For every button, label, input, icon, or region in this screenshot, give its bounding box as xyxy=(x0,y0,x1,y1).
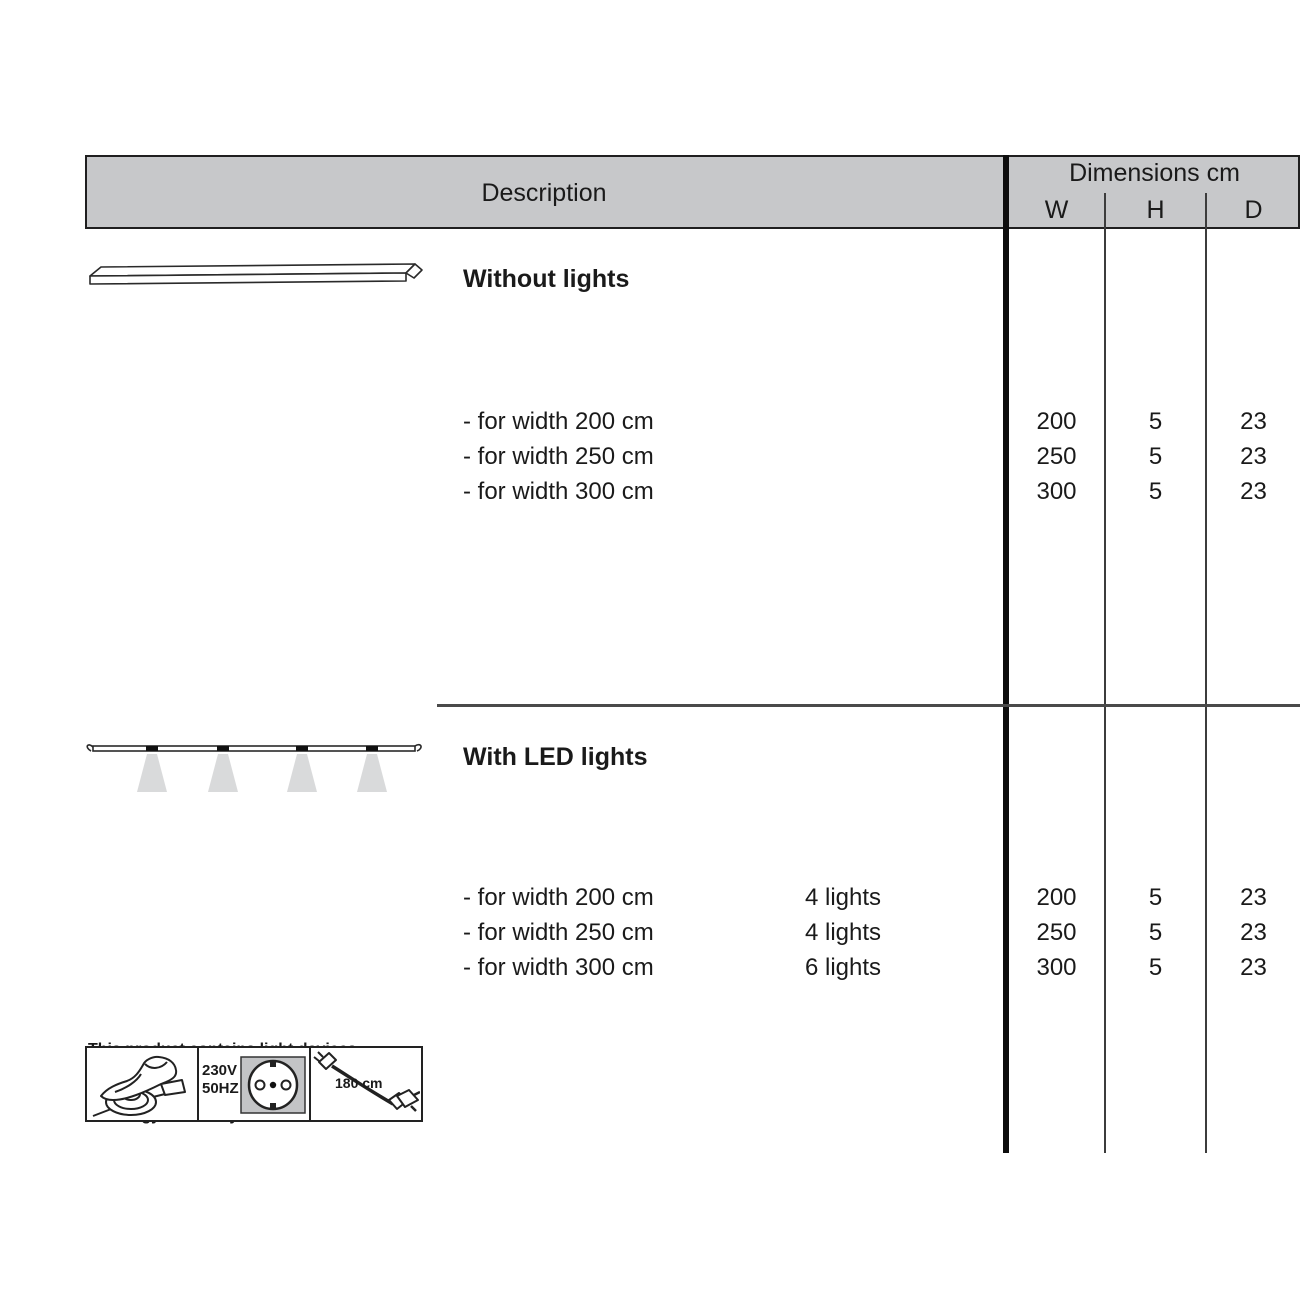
frequency-value: 50HZ xyxy=(202,1080,239,1097)
row-width-value: 300 xyxy=(1036,954,1077,981)
row-width-value: 250 xyxy=(1036,443,1077,470)
table-row xyxy=(0,439,1300,474)
row-width-value: 200 xyxy=(1036,884,1077,911)
table-row xyxy=(0,950,1300,985)
column-header-d: D xyxy=(1244,196,1263,224)
row-height-value: 5 xyxy=(1148,478,1163,505)
power-cable-icon xyxy=(311,1048,420,1120)
row-depth-value: 23 xyxy=(1240,478,1267,505)
table-row xyxy=(0,880,1300,915)
row-description: - for width 250 cm xyxy=(463,919,654,946)
shelf-canopy-illustration xyxy=(85,258,425,292)
row-description: - for width 300 cm xyxy=(463,478,654,505)
row-description: - for width 300 cm xyxy=(463,954,654,981)
foot-switch-cell xyxy=(87,1048,199,1120)
row-width-value: 300 xyxy=(1036,478,1077,505)
description-column-header: Description xyxy=(481,179,607,207)
row-height-value: 5 xyxy=(1148,884,1163,911)
section-divider-line xyxy=(437,704,1300,707)
power-cable-cell xyxy=(311,1048,421,1120)
voltage-label xyxy=(202,1062,239,1098)
row-lights-count: 4 lights xyxy=(805,919,882,946)
shelf-canopy-led-illustration xyxy=(85,741,425,799)
vertical-rule-hd xyxy=(1205,193,1207,1153)
voltage-value: 230V xyxy=(202,1062,238,1079)
row-lights-count: 4 lights xyxy=(805,884,882,911)
foot-switch-icon xyxy=(87,1048,196,1120)
row-description: - for width 250 cm xyxy=(463,443,654,470)
table-row xyxy=(0,474,1300,509)
row-depth-value: 23 xyxy=(1240,443,1267,470)
dimensions-column-header: Dimensions cm xyxy=(1069,159,1240,187)
table-row xyxy=(0,404,1300,439)
vertical-rule-wh xyxy=(1104,193,1106,1153)
row-depth-value: 23 xyxy=(1240,954,1267,981)
vertical-rule-thick xyxy=(1003,155,1009,1153)
column-header-h: H xyxy=(1146,196,1165,224)
row-height-value: 5 xyxy=(1148,954,1163,981)
table-row xyxy=(0,915,1300,950)
row-height-value: 5 xyxy=(1148,919,1163,946)
row-description: - for width 200 cm xyxy=(463,408,654,435)
electrical-info-strip xyxy=(85,1046,423,1122)
row-height-value: 5 xyxy=(1148,443,1163,470)
row-depth-value: 23 xyxy=(1240,408,1267,435)
row-width-value: 200 xyxy=(1036,408,1077,435)
row-width-value: 250 xyxy=(1036,919,1077,946)
row-height-value: 5 xyxy=(1148,408,1163,435)
cable-length-label: 180 cm xyxy=(335,1075,383,1091)
power-socket-cell xyxy=(199,1048,311,1120)
power-socket-icon xyxy=(240,1056,306,1114)
section-title-with-led-lights: With LED lights xyxy=(463,743,648,771)
column-header-w: W xyxy=(1044,196,1069,224)
row-depth-value: 23 xyxy=(1240,884,1267,911)
row-lights-count: 6 lights xyxy=(805,954,882,981)
row-depth-value: 23 xyxy=(1240,919,1267,946)
section-title-without-lights: Without lights xyxy=(463,265,630,293)
row-description: - for width 200 cm xyxy=(463,884,654,911)
